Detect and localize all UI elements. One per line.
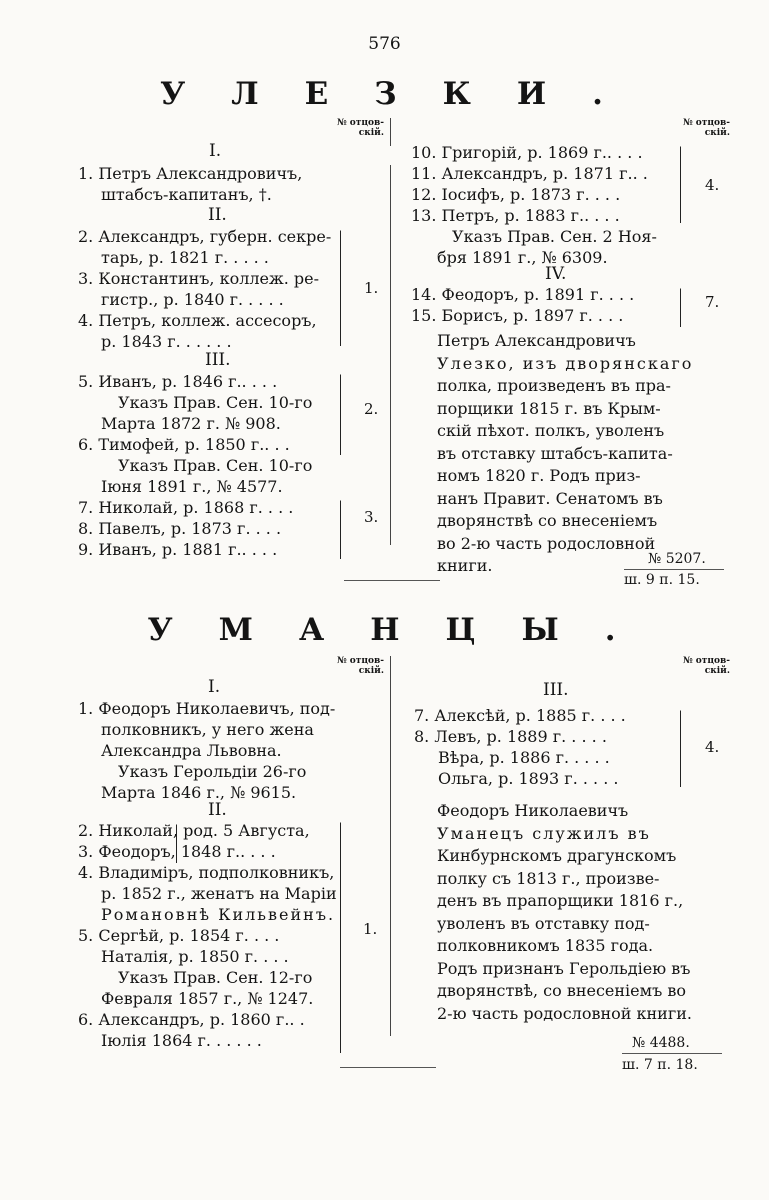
bracket — [680, 146, 681, 223]
father-number: 1. — [363, 920, 378, 938]
entry-line: Указъ Прав. Сен. 10-го — [118, 393, 313, 412]
entry-line: 11. Александръ, р. 1871 г.. . — [411, 164, 648, 183]
entry-line: Февраля 1857 г., № 1247. — [101, 989, 314, 1008]
reference-rule — [622, 1053, 722, 1054]
entry-line: 2. Александръ, губерн. секре- — [78, 227, 332, 246]
archive-number: № 5207. — [648, 551, 706, 567]
column-header-left: № отцов- скій. — [336, 118, 384, 138]
bracket — [340, 500, 341, 559]
father-number: 7. — [705, 293, 720, 311]
entry-line: Указъ Прав. Сен. 12-го — [118, 968, 313, 987]
entry-line: 7. Николай, р. 1868 г. . . . — [78, 498, 294, 517]
entry-line: Указъ Прав. Сен. 10-го — [118, 456, 313, 475]
father-number: 4. — [705, 738, 720, 756]
entry-line: 7. Алексѣй, р. 1885 г. . . . — [414, 706, 626, 725]
entry-line: р. 1852 г., женатъ на Маріи — [101, 884, 337, 903]
entry-line: р. 1843 г. . . . . . — [101, 332, 232, 351]
generation-roman: I. — [209, 141, 222, 161]
generation-roman: II. — [208, 205, 227, 225]
entry-line: 5. Сергѣй, р. 1854 г. . . . — [78, 926, 280, 945]
generation-roman: III. — [205, 350, 231, 370]
generation-roman: I. — [208, 677, 221, 697]
column-header-right: № отцов- скій. — [682, 118, 730, 138]
header-divider — [390, 118, 391, 146]
father-number: 1. — [364, 279, 379, 297]
entry-line: 6. Тимофей, р. 1850 г.. . . — [78, 435, 290, 454]
page-number: 576 — [368, 34, 401, 54]
bracket — [680, 288, 681, 327]
reference-rule — [624, 569, 724, 570]
column-divider — [390, 165, 391, 545]
family-note: Петръ Александровичъ Улезко, изъ дворянскаго полка, произведенъ въ пра- порщики 1815 г. въ Крым- скій пѣхот. полкъ, уволенъ въ отставку штабсъ-капита- номъ 1820 г. Родъ приз- нанъ Правит. Сенатомъ въ дворянствѣ со внесеніемъ во 2-ю часть родословной книги. — [437, 331, 694, 575]
entry-line: полковникъ, у него жена — [101, 720, 314, 739]
entry-line: 1. Петръ Александровичъ, — [78, 164, 303, 183]
father-number: 4. — [705, 176, 720, 194]
entry-line: Наталія, р. 1850 г. . . . — [101, 947, 289, 966]
entry-line: 6. Александръ, р. 1860 г.. . — [78, 1010, 305, 1029]
entry-line: 9. Иванъ, р. 1881 г.. . . . — [78, 540, 278, 559]
entry-line: 8. Левъ, р. 1889 г. . . . . — [414, 727, 607, 746]
archive-number: № 4488. — [632, 1035, 690, 1051]
generation-roman: II. — [208, 800, 227, 820]
family-title-ulezki: УЛЕЗКИ. — [160, 76, 649, 112]
generation-roman: IV. — [545, 264, 567, 284]
entry-line: Іюня 1891 г., № 4577. — [101, 477, 283, 496]
entry-line: 4. Владиміръ, подполковникъ, — [78, 863, 335, 882]
bracket — [176, 824, 177, 863]
entry-line: 3. Феодоръ, 1848 г.. . . . — [78, 842, 276, 861]
entry-line: 2. Николай, род. 5 Августа, — [78, 821, 310, 840]
entry-line: Указъ Герольдіи 26-го — [118, 762, 307, 781]
entry-line: Вѣра, р. 1886 г. . . . . — [438, 748, 610, 767]
father-number: 3. — [364, 508, 379, 526]
entry-line: 14. Феодоръ, р. 1891 г. . . . — [411, 285, 635, 304]
father-number: 2. — [364, 400, 379, 418]
section-separator — [344, 580, 440, 581]
column-header-right: № отцов- скій. — [682, 656, 730, 676]
entry-line: 12. Іосифъ, р. 1873 г. . . . — [411, 185, 621, 204]
generation-roman: III. — [543, 680, 569, 700]
entry-line: 8. Павелъ, р. 1873 г. . . . — [78, 519, 282, 538]
entry-line: 15. Борисъ, р. 1897 г. . . . — [411, 306, 624, 325]
family-note: Феодоръ Николаевичъ Уманецъ служилъ въ Кинбурнскомъ драгунскомъ полку съ 1813 г., произве- денъ въ прапорщики 1816 г., уволенъ въ отставку под- полковникомъ 1835 года. Родъ признанъ Герольдіею въ дворянствѣ, со внесеніемъ во 2-ю часть родословной книги. — [437, 801, 692, 1023]
shelf-reference: ш. 9 п. 15. — [624, 572, 700, 588]
entry-line: бря 1891 г., № 6309. — [437, 248, 608, 267]
entry-line: 13. Петръ, р. 1883 г.. . . . — [411, 206, 620, 225]
bracket — [340, 374, 341, 455]
entry-line: 4. Петръ, коллеж. ассесоръ, — [78, 311, 317, 330]
bracket — [340, 230, 341, 346]
entry-line: Марта 1846 г., № 9615. — [101, 783, 297, 802]
bracket — [340, 822, 341, 1053]
entry-line: Александра Львовна. — [101, 741, 282, 760]
entry-line: тарь, р. 1821 г. . . . . — [101, 248, 269, 267]
entry-line: 5. Иванъ, р. 1846 г.. . . . — [78, 372, 278, 391]
entry-line: Ольга, р. 1893 г. . . . . — [438, 769, 619, 788]
entry-line: Іюлія 1864 г. . . . . . — [101, 1031, 262, 1050]
entry-line: гистр., р. 1840 г. . . . . — [101, 290, 284, 309]
entry-line: 1. Феодоръ Николаевичъ, под- — [78, 699, 336, 718]
entry-line: штабсъ-капитанъ, †. — [101, 185, 272, 204]
entry-line: Указъ Прав. Сен. 2 Ноя- — [452, 227, 657, 246]
section-separator — [340, 1067, 436, 1068]
entry-line: 3. Константинъ, коллеж. ре- — [78, 269, 320, 288]
column-header-left: № отцов- скій. — [336, 656, 384, 676]
column-divider — [390, 656, 391, 1036]
family-title-umantsy: УМАНЦЫ. — [147, 612, 662, 648]
entry-line: 10. Григорій, р. 1869 г.. . . . — [411, 143, 643, 162]
entry-line: Романовнѣ Кильвейнъ. — [101, 905, 336, 924]
shelf-reference: ш. 7 п. 18. — [622, 1057, 698, 1073]
entry-line: Марта 1872 г. № 908. — [101, 414, 281, 433]
bracket — [680, 710, 681, 787]
